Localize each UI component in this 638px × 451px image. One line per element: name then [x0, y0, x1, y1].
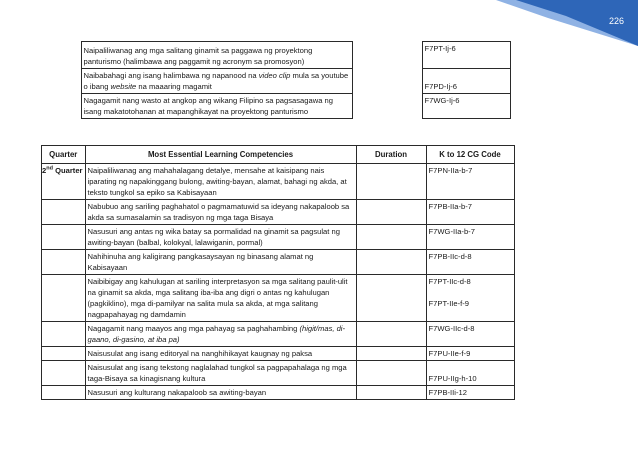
duration-cell [356, 225, 426, 250]
code-cell: F7PD-Ij-6 [422, 69, 510, 94]
page-number: 226 [608, 16, 624, 26]
code-cell: F7PT-Ij-6 [422, 42, 510, 69]
competency-cell: Nagagamit nang wasto at angkop ang wikang Filipino sa pagsasagawa ng isang makatotohanan at mapanghikayat na proyektong panturismo [81, 94, 352, 119]
table-row [42, 347, 515, 361]
table-row [42, 361, 515, 386]
header-duration: Duration [356, 146, 426, 164]
code-cell: F7PB-IIa-b-7 [426, 200, 514, 225]
quarter-cell: 2nd Quarter [42, 164, 86, 200]
competency-cell: Naipaliliwanag ang mahahalagang detalye, mensahe at kaisipang nais iparating ng napakinggang bulong, awiting-bayan, alamat, bahagi ng akda, at teksto tungkol sa epiko sa Kabisayaan [85, 164, 356, 200]
competency-cell: Nabubuo ang sariling paghahatol o pagmamatuwid sa ideyang nakapaloob sa akda sa sumasalamin sa tradisyon ng mga taga Bisaya [85, 200, 356, 225]
duration-cell [356, 164, 426, 200]
code-line: F7PT-IIe-f-9 [428, 299, 470, 308]
table-header-row [42, 146, 515, 164]
table-row [42, 200, 515, 225]
table-row [41, 94, 510, 119]
code-cell: F7PN-IIa-b-7 [426, 164, 514, 200]
competency-cell: Nagagamit nang maayos ang mga pahayag sa paghahambing (higit/mas, di-gaano, di-gasino, at iba pa) [85, 322, 356, 347]
empty-cell [41, 69, 81, 94]
code-cell: F7PB-IIc-d-8 [426, 250, 514, 275]
code-cell: F7WG-IIc-d-8 [426, 322, 514, 347]
competency-cell: Nahihinuha ang kaligirang pangkasaysayan ng binasang alamat ng Kabisayaan [85, 250, 356, 275]
top-competency-table [41, 41, 511, 119]
empty-cell [41, 94, 81, 119]
duration-cell [356, 250, 426, 275]
duration-cell [356, 347, 426, 361]
code-cell: F7WG-Ij-6 [422, 94, 510, 119]
competency-cell: Naisusulat ang isang tekstong naglalahad tungkol sa pagpapahalaga ng mga taga-Bisaya sa kinagisnang kultura [85, 361, 356, 386]
duration-cell [356, 361, 426, 386]
melc-table [41, 145, 515, 400]
competency-cell: Naibabahagi ang isang halimbawa ng napanood na video clip mula sa youtube o ibang website na maaaring magamit [81, 69, 352, 94]
table-row [42, 322, 515, 347]
table-row [42, 164, 515, 200]
competency-cell: Naibibigay ang kahulugan at sariling interpretasyon sa mga salitang paulit-ulit na ginamit sa akda, mga salitang iba-iba ang digri o antas ng kahulugan (pagkiklino), mga di-pamilyar na salita mula sa akda, at mga salitang nagpapahayag ng damdamin [85, 275, 356, 322]
quarter-cell [42, 250, 86, 275]
code-cell: F7WG-IIa-b-7 [426, 225, 514, 250]
code-cell: F7PU-IIe-f-9 [426, 347, 514, 361]
duration-cell [356, 200, 426, 225]
table-row [42, 275, 515, 322]
quarter-cell [42, 386, 86, 400]
competency-cell: Nasusuri ang antas ng wika batay sa pormalidad na ginamit sa pagsulat ng awiting-bayan (balbal, kolokyal, lalawiganin, pormal) [85, 225, 356, 250]
quarter-cell [42, 361, 86, 386]
table-row [42, 225, 515, 250]
quarter-cell [42, 347, 86, 361]
code-cell [426, 275, 514, 322]
header-competencies: Most Essential Learning Competencies [85, 146, 356, 164]
quarter-cell [42, 225, 86, 250]
competency-cell: Nasusuri ang kulturang nakapaloob sa awiting-bayan [85, 386, 356, 400]
competency-cell: Naisusulat ang isang editoryal na nanghihikayat kaugnay ng paksa [85, 347, 356, 361]
duration-cell [356, 386, 426, 400]
duration-cell [356, 275, 426, 322]
table-row [41, 69, 510, 94]
quarter-cell [42, 200, 86, 225]
duration-cell [356, 322, 426, 347]
empty-cell [352, 94, 422, 119]
header-code: K to 12 CG Code [426, 146, 514, 164]
quarter-cell [42, 275, 86, 322]
table-row [42, 386, 515, 400]
empty-cell [352, 69, 422, 94]
empty-cell [352, 42, 422, 69]
code-cell: F7PU-IIg-h-10 [426, 361, 514, 386]
empty-cell [41, 42, 81, 69]
code-cell: F7PB-IIi-12 [426, 386, 514, 400]
table-row [41, 42, 510, 69]
competency-cell: Naipaliliwanag ang mga salitang ginamit sa paggawa ng proyektong panturismo (halimbawa ang paggamit ng acronym sa promosyon) [81, 42, 352, 69]
table-row [42, 250, 515, 275]
code-line: F7PT-IIc-d-8 [428, 277, 471, 286]
header-quarter: Quarter [42, 146, 86, 164]
quarter-cell [42, 322, 86, 347]
